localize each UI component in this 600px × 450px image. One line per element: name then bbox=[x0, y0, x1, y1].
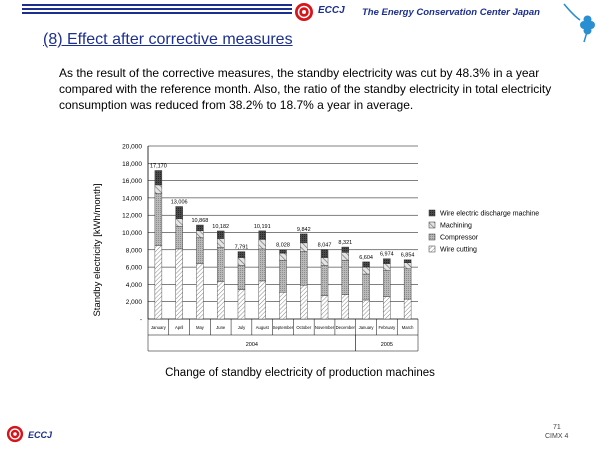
y-tick-label: 8,000 bbox=[125, 247, 142, 255]
bar-segment-compressor bbox=[259, 249, 266, 281]
bar-segment-wire-cutting bbox=[404, 299, 411, 319]
bar-segment-machining bbox=[383, 264, 390, 271]
x-tick-label: March bbox=[401, 325, 414, 330]
bar-segment-compressor bbox=[404, 269, 411, 299]
bar-segment-wire-cutting bbox=[342, 295, 349, 319]
eccj-logo-icon bbox=[294, 2, 314, 22]
x-tick-label: September bbox=[272, 325, 294, 330]
year-label: 2005 bbox=[380, 342, 393, 348]
bar-segment-compressor bbox=[321, 265, 328, 295]
x-tick-label: January bbox=[150, 325, 166, 330]
y-tick-label: 20,000 bbox=[122, 143, 142, 151]
legend-label: Machining bbox=[440, 222, 472, 230]
y-tick-label: 6,000 bbox=[125, 264, 142, 272]
bar-segment-machining bbox=[155, 185, 162, 194]
legend-swatch bbox=[429, 222, 435, 228]
bar-segment-machining bbox=[238, 258, 245, 266]
bar-segment-machining bbox=[342, 252, 349, 260]
bar-segment-compressor bbox=[342, 260, 349, 295]
total-data-label: 8,028 bbox=[276, 242, 290, 249]
footer-brand: ECCJ bbox=[28, 430, 53, 440]
y-tick-label: 10,000 bbox=[122, 230, 142, 237]
bar-segment-wire-cutting bbox=[383, 297, 390, 319]
total-data-label: 6,854 bbox=[400, 252, 415, 259]
bar-segment-wire-electric-discharge-machine bbox=[363, 262, 370, 267]
bar-segment-compressor bbox=[196, 238, 203, 264]
bar-segment-compressor bbox=[280, 260, 287, 292]
bar-segment-compressor bbox=[217, 247, 224, 282]
bar-segment-wire-cutting bbox=[238, 290, 245, 319]
bar-segment-machining bbox=[363, 267, 370, 274]
bar-segment-compressor bbox=[300, 252, 307, 286]
bar-segment-wire-electric-discharge-machine bbox=[217, 231, 224, 239]
bar-segment-machining bbox=[259, 239, 266, 249]
total-data-label: 8,321 bbox=[338, 240, 353, 247]
bar-segment-machining bbox=[321, 258, 328, 266]
brand-name: ECCJ bbox=[318, 5, 345, 16]
bar-segment-wire-electric-discharge-machine bbox=[383, 259, 390, 264]
eccj-logo-icon bbox=[6, 425, 24, 443]
y-tick-label: 16,000 bbox=[122, 178, 142, 186]
bar-segment-machining bbox=[404, 263, 411, 269]
legend-swatch bbox=[429, 246, 435, 252]
header-rule bbox=[22, 4, 292, 18]
bar-segment-wire-electric-discharge-machine bbox=[196, 225, 203, 231]
bar-segment-wire-cutting bbox=[280, 292, 287, 319]
bar-segment-wire-electric-discharge-machine bbox=[342, 247, 349, 252]
x-tick-label: January bbox=[358, 325, 374, 330]
bar-segment-machining bbox=[300, 243, 307, 252]
bar-segment-wire-electric-discharge-machine bbox=[280, 250, 287, 254]
total-data-label: 10,868 bbox=[191, 217, 209, 224]
x-tick-label: November bbox=[314, 325, 335, 330]
summary-paragraph: As the result of the corrective measures, the standby electricity was cut by 48.3% in a year compared with the reference month. Also, the ratio of the standby electricity in total electricity consumption was reduced from 38.2% to 18.7% a year in average. bbox=[59, 66, 552, 112]
bar-segment-wire-cutting bbox=[259, 281, 266, 319]
bar-segment-machining bbox=[280, 253, 287, 260]
bar-segment-wire-electric-discharge-machine bbox=[404, 260, 411, 263]
bar-segment-wire-electric-discharge-machine bbox=[155, 170, 162, 184]
chart-caption: Change of standby electricity of production machines bbox=[165, 367, 435, 379]
y-tick-label: 14,000 bbox=[122, 195, 142, 203]
bar-segment-wire-cutting bbox=[217, 282, 224, 319]
legend-label: Wire cutting bbox=[440, 246, 477, 254]
bar-segment-compressor bbox=[363, 274, 370, 300]
total-data-label: 7,791 bbox=[234, 244, 249, 251]
legend-label: Wire electric discharge machine bbox=[440, 210, 540, 218]
bar-segment-wire-cutting bbox=[300, 285, 307, 319]
standby-electricity-chart bbox=[80, 140, 560, 360]
page-title: (8) Effect after corrective measures bbox=[43, 31, 293, 48]
total-data-label: 6,604 bbox=[359, 254, 373, 261]
x-tick-label: August bbox=[255, 325, 269, 330]
bar-segment-compressor bbox=[155, 194, 162, 246]
total-data-label: 13,006 bbox=[170, 199, 188, 206]
bar-segment-wire-electric-discharge-machine bbox=[259, 231, 266, 240]
y-tick-label: 2,000 bbox=[125, 299, 142, 307]
organization-name: The Energy Conservation Center Japan bbox=[362, 7, 540, 18]
x-tick-label: December bbox=[335, 325, 355, 330]
bar-segment-compressor bbox=[238, 265, 245, 289]
total-data-label: 6,974 bbox=[379, 251, 394, 258]
bar-segment-wire-electric-discharge-machine bbox=[238, 252, 245, 258]
bar-segment-compressor bbox=[176, 226, 183, 248]
x-tick-label: June bbox=[216, 325, 226, 330]
total-data-label: 8,047 bbox=[317, 242, 332, 249]
x-tick-label: October bbox=[296, 325, 312, 330]
total-data-label: 10,191 bbox=[253, 223, 271, 230]
total-data-label: 10,182 bbox=[212, 223, 230, 230]
bar-segment-wire-cutting bbox=[176, 249, 183, 319]
y-axis-label: Standby electricity [kWh/month] bbox=[92, 183, 103, 317]
bar-segment-machining bbox=[176, 219, 183, 227]
bar-segment-wire-cutting bbox=[196, 264, 203, 319]
y-tick-label: 18,000 bbox=[122, 160, 142, 168]
legend-swatch bbox=[429, 210, 435, 216]
y-tick-label: - bbox=[139, 316, 142, 324]
document-code: CIMX 4 bbox=[545, 433, 569, 440]
bar-segment-machining bbox=[196, 231, 203, 238]
y-tick-label: 12,000 bbox=[122, 212, 142, 220]
total-data-label: 9,842 bbox=[296, 226, 311, 233]
bar-segment-wire-electric-discharge-machine bbox=[321, 249, 328, 257]
x-tick-label: April bbox=[174, 325, 184, 330]
x-tick-label: May bbox=[195, 325, 204, 330]
bar-segment-wire-electric-discharge-machine bbox=[176, 206, 183, 218]
x-tick-label: February bbox=[378, 325, 396, 330]
legend-swatch bbox=[429, 234, 435, 240]
bar-segment-wire-electric-discharge-machine bbox=[300, 234, 307, 243]
x-tick-label: July bbox=[237, 325, 246, 330]
year-label: 2004 bbox=[245, 342, 258, 348]
total-data-label: 17,170 bbox=[149, 163, 167, 170]
bar-segment-machining bbox=[217, 239, 224, 248]
bar-segment-compressor bbox=[383, 271, 390, 297]
clover-logo-icon bbox=[560, 2, 598, 44]
bar-segment-wire-cutting bbox=[321, 296, 328, 319]
page-number: 71 bbox=[553, 424, 561, 431]
bar-segment-wire-cutting bbox=[155, 245, 162, 319]
bar-segment-wire-cutting bbox=[363, 300, 370, 319]
y-tick-label: 4,000 bbox=[125, 281, 142, 289]
legend-label: Compressor bbox=[440, 234, 479, 242]
